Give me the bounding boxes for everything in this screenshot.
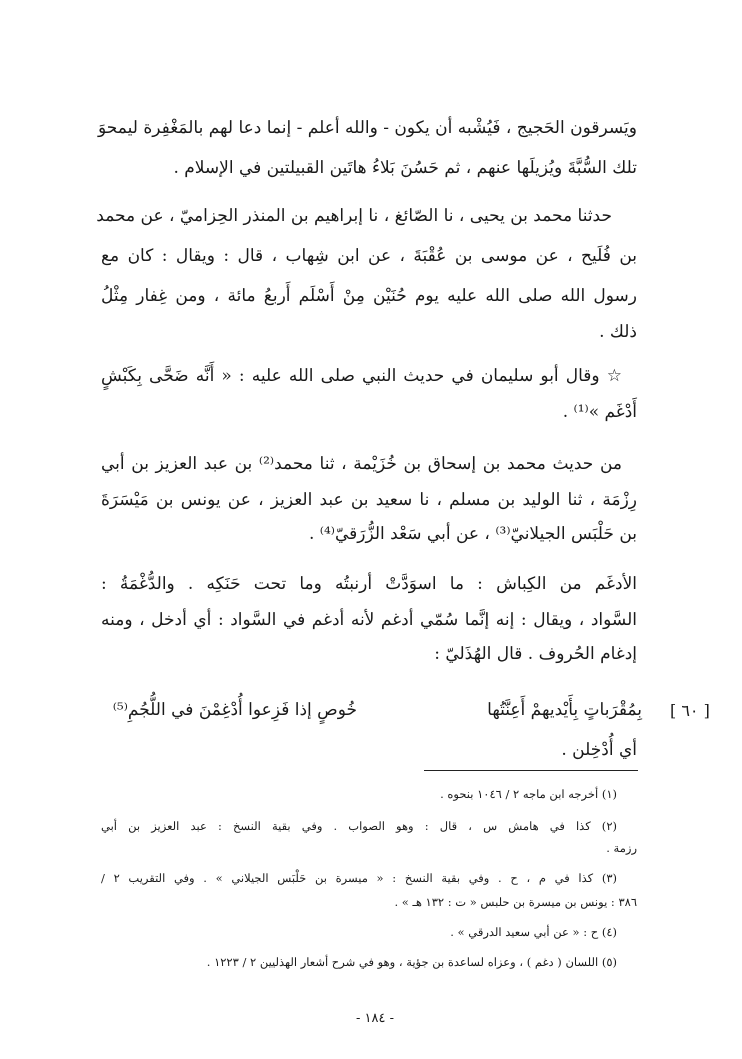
body-line: من حديث محمد بن إسحاق بن خُزَيْمة ، ثنا محمد⁽²⁾ بن عبد العزيز بن أبي (101, 454, 622, 474)
footnote: (٣) كذا في م ، ح . وفي بقية النسخ : « ميسرة بن حَلْبَس الجيلاني » . وفي التقريب ٢ / (101, 871, 617, 885)
body-line: تلك السُّبَّةَ ويُزيلَها عنهم ، ثم حَسُنَ بَلاءُ هاتَين القبيلتين في الإسلام . (173, 158, 637, 178)
body-line: الأدغَم من الكِباش : ما اسوَدَّتْ أرنبتُه وما تحت حَنَكِه . والدُّغْمَةُ : (101, 574, 637, 594)
verse-number-marker: [ ٦٠ ] (670, 701, 710, 720)
body-line: رسول الله صلى الله عليه يوم حُنَيْن مِنْ أَسْلَم أَربعُ مائة ، ومن غِفار مِثْلُ (101, 286, 637, 306)
footnote: (٤) ح : « عن أبي سعيد الدرقي » . (450, 925, 617, 939)
body-line: بن فُلَيح ، عن موسى بن عُقْبَةَ ، عن ابن شِهاب ، قال : ويقال : كان مع (101, 246, 637, 266)
body-line: رِزْمَة ، ثنا الوليد بن مسلم ، نا سعيد بن عبد العزيز ، عن يونس بن مَيْسَرَةَ (101, 490, 637, 510)
body-line: ذلك . (599, 322, 637, 342)
footnote: (١) أخرجه ابن ماجه ٢ / ١٠٤٦ بنحوه . (440, 787, 617, 801)
body-line: بن حَلْبَس الجيلانيّ⁽³⁾ ، عن أبي سَعْد الزُّرَقيّ⁽⁴⁾ . (308, 524, 637, 544)
footnote-continuation: ٣٨٦ : يونس بن ميسرة بن حلبس « ت : ١٣٢ هـ » . (394, 895, 637, 909)
page-number: - ١٨٤ - (355, 1011, 394, 1026)
body-line: حدثنا محمد بن يحيى ، نا الصّائغ ، نا إبراهيم بن المنذر الحِزاميّ ، عن محمد (96, 206, 612, 226)
body-line: ☆ وقال أبو سليمان في حديث النبي صلى الله عليه : « أَنَّه ضَحَّى بِكَبْشٍ (101, 366, 622, 386)
footnote-separator (424, 770, 638, 771)
footnote: (٢) كذا في هامش س ، قال : وهو الصواب . وفي بقية النسخ : عبد العزيز بن أبي (101, 819, 617, 833)
verse-first-hemistich: بِمُقْرَباتٍ بِأَيْديهمْ أَعِنَّتُها (487, 700, 642, 720)
body-line: ويَسرقون الحَجيج ، فَيُشْبه أن يكون - والله أعلم - إنما دعا لهم بالمَغْفِرة ليمحوَ (98, 118, 637, 138)
body-line: السَّواد ، ويقال : إنه إنَّما سُمّي أدغم لأنه أدغم في السَّواد : أي أدخل ، ومنه (101, 610, 637, 630)
body-line: أَدْغَم »⁽¹⁾ . (562, 402, 637, 422)
body-line: أي أُدْخِلن . (561, 740, 637, 760)
footnote: (٥) اللسان ( دغم ) ، وعزاه لساعدة بن جؤية ، وهو في شرح أشعار الهذليين ٢ / ١٢٢٣ . (206, 955, 617, 969)
body-line: إدغام الحُروف . قال الهُذَليّ : (434, 644, 637, 664)
verse-second-hemistich: خُوصٍ إذا فَزِعوا أُدْغِمْنَ في اللُّجُمِ⁽⁵⁾ (112, 700, 357, 720)
footnote-continuation: رزمة . (606, 841, 637, 855)
